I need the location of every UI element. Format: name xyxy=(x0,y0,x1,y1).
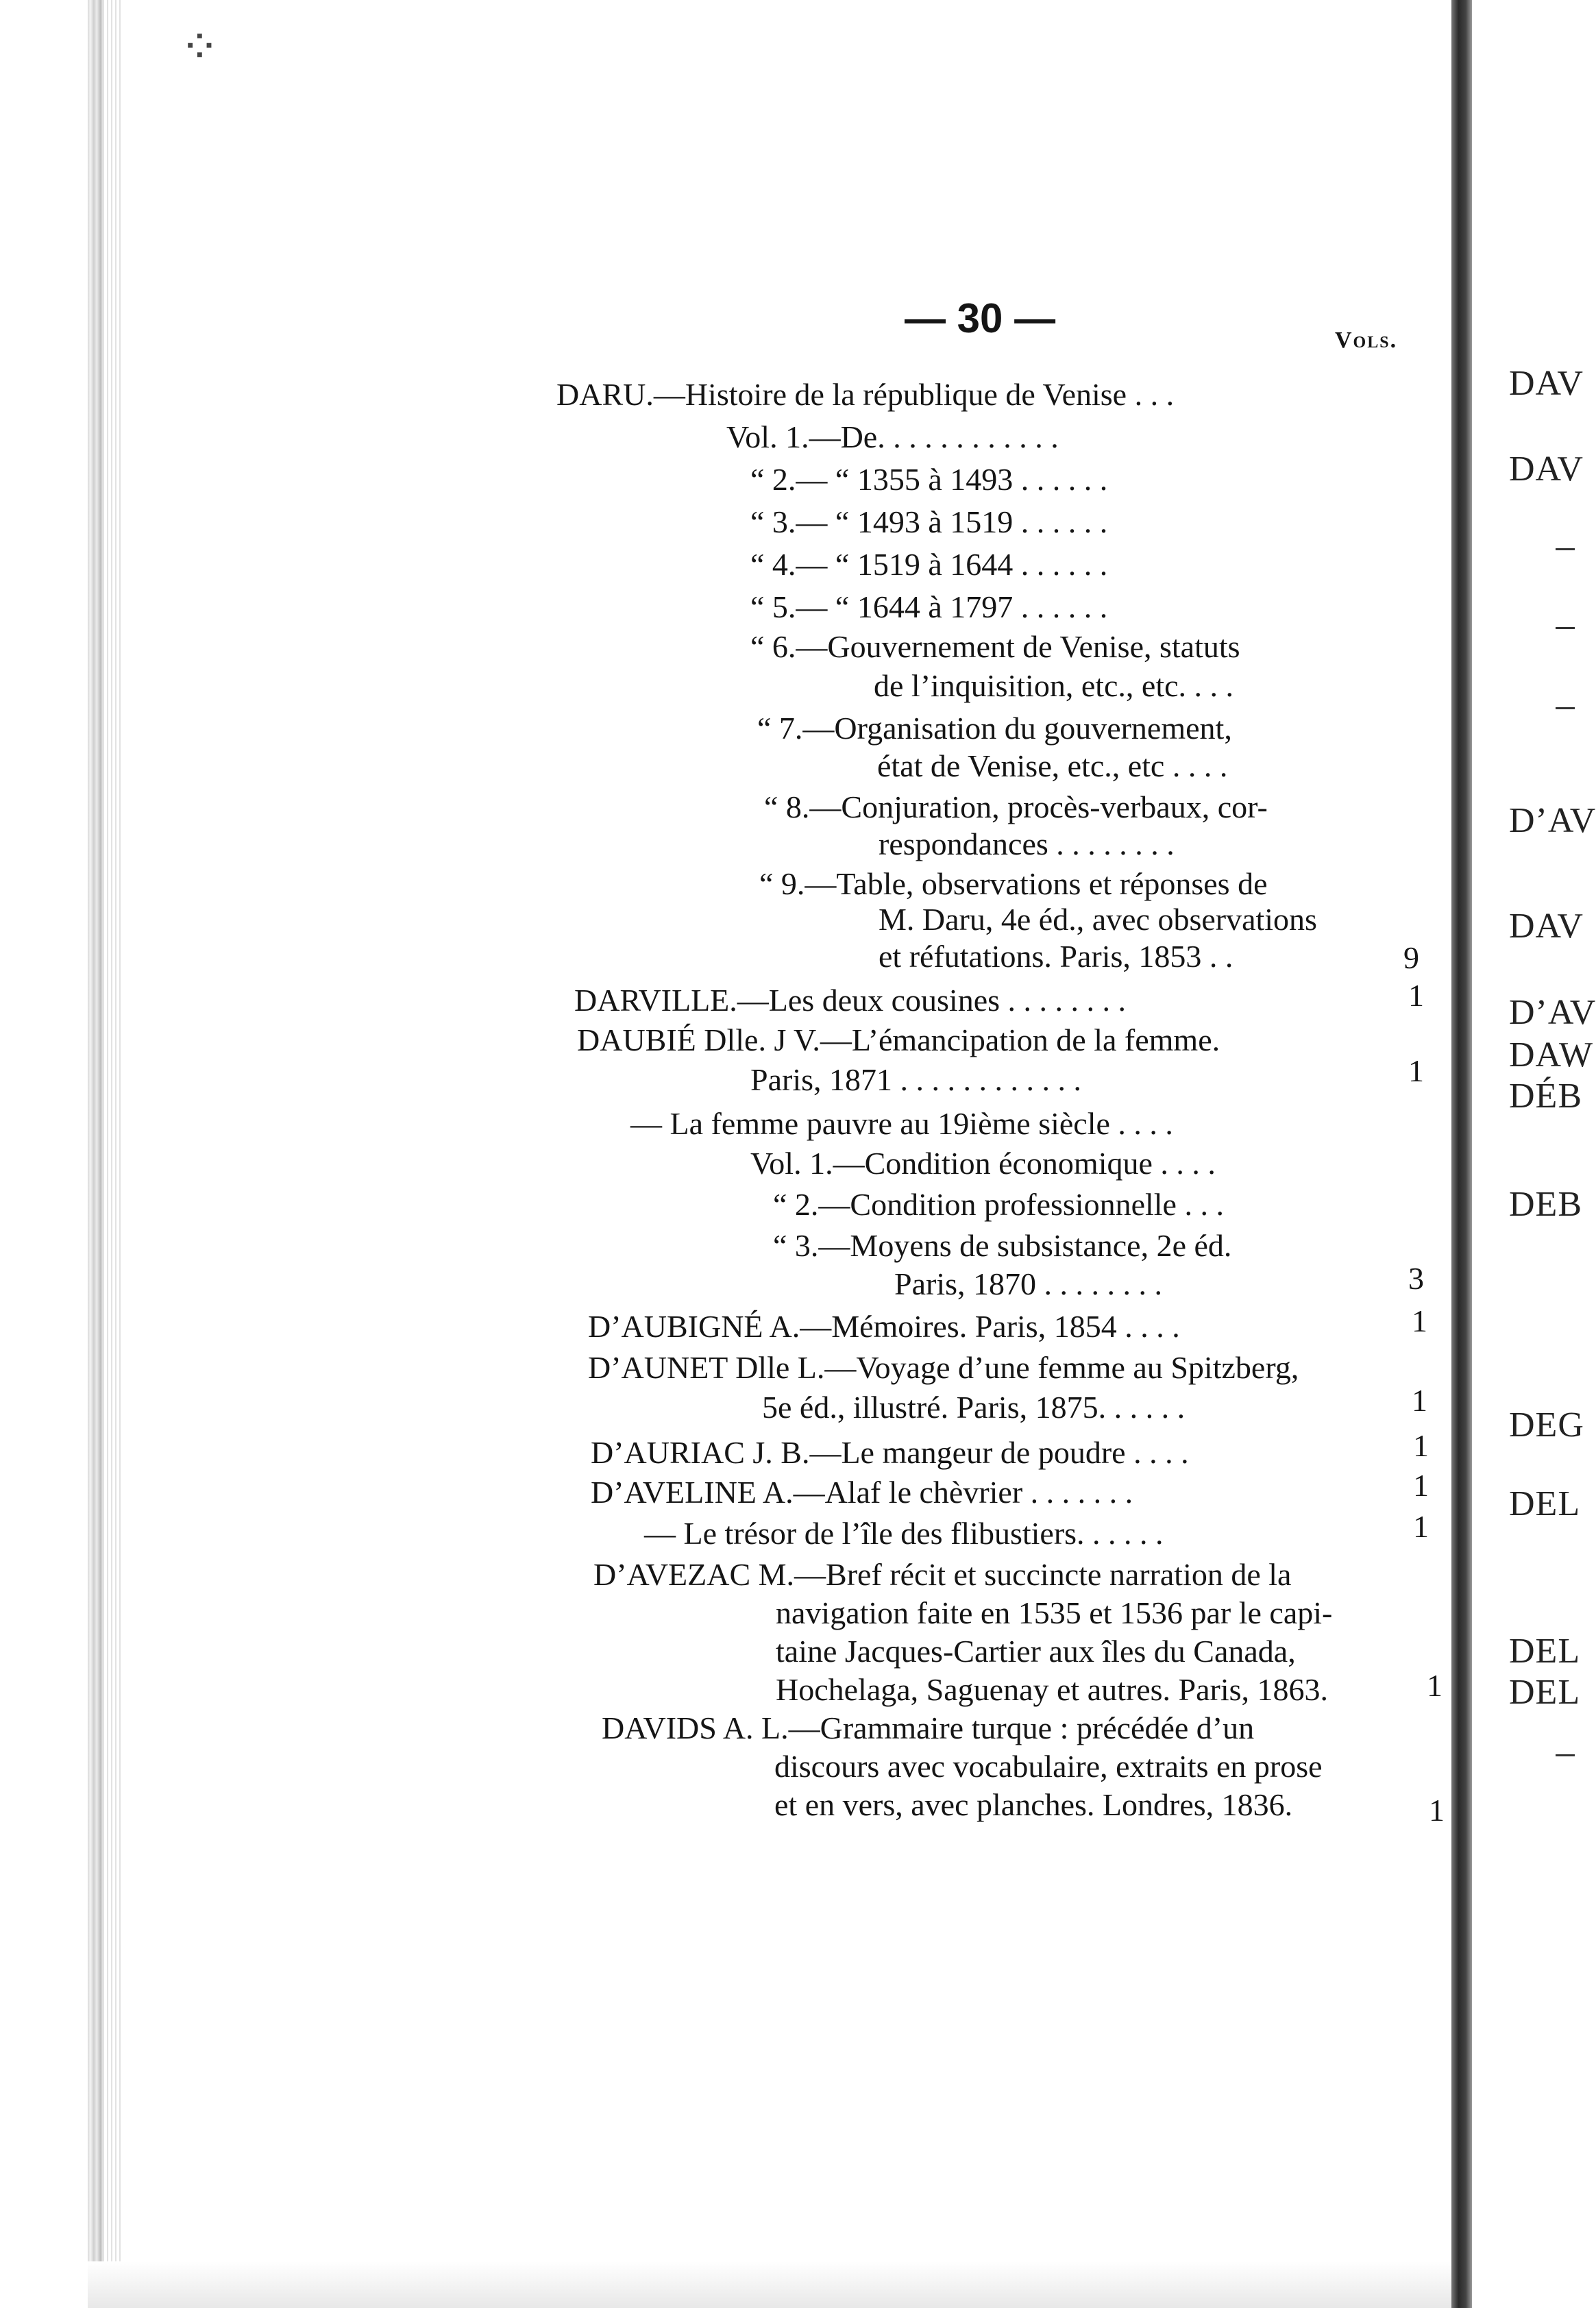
entry-continued: et en vers, avec planches. Londres, 1836. xyxy=(774,1787,1293,1822)
volume-count: 1 xyxy=(1413,1468,1429,1503)
volume-count: 1 xyxy=(1408,978,1424,1013)
volume-line: Vol. 1.—Condition économique . . . . xyxy=(750,1146,1216,1181)
volume-line-continued: de l’inquisition, etc., etc. . . . xyxy=(874,668,1234,703)
adjacent-page-dash xyxy=(1556,1754,1575,1756)
volume-line: “ 9.—Table, observations et réponses de xyxy=(759,866,1268,901)
adjacent-page-item: DÉB xyxy=(1509,1077,1582,1116)
entry-continued: discours avec vocabulaire, extraits en prose xyxy=(774,1749,1323,1784)
catalog-entry: DARU.—Histoire de la république de Venise . . . xyxy=(556,377,1175,412)
volume-line: “ 3.— “ 1493 à 1519 . . . . . . xyxy=(750,504,1108,539)
entry-continued: 5e éd., illustré. Paris, 1875. . . . . . xyxy=(762,1390,1186,1425)
volume-line-continued: M. Daru, 4e éd., avec observations xyxy=(879,902,1317,937)
adjacent-page-item: DAW xyxy=(1509,1035,1594,1075)
ink-smudge-mark: ⁘ xyxy=(180,21,216,74)
adjacent-page-item: DAV xyxy=(1509,907,1584,946)
catalog-entry: D’AVEZAC M.—Bref récit et succincte narration de la xyxy=(593,1557,1292,1592)
volume-count: 1 xyxy=(1429,1793,1445,1828)
catalog-entry: — La femme pauvre au 19ième siècle . . . . xyxy=(630,1106,1173,1141)
volume-line: “ 2.—Condition professionnelle . . . xyxy=(773,1187,1224,1222)
entry-continued: navigation faite en 1535 et 1536 par le capi- xyxy=(776,1595,1333,1630)
adjacent-page-dash xyxy=(1556,627,1575,629)
volume-count: 1 xyxy=(1412,1303,1427,1338)
volume-line: “ 8.—Conjuration, procès-verbaux, cor- xyxy=(764,789,1268,824)
adjacent-page-item: DAV xyxy=(1509,450,1584,489)
catalog-entry: D’AUNET Dlle L.—Voyage d’une femme au Spitzberg, xyxy=(588,1350,1299,1385)
volume-line-continued: Paris, 1870 . . . . . . . . xyxy=(894,1266,1162,1301)
volume-count: 1 xyxy=(1413,1428,1429,1463)
catalog-entry: DAVIDS A. L.—Grammaire turque : précédée d’un xyxy=(602,1710,1255,1745)
volume-count: 3 xyxy=(1408,1261,1424,1296)
volume-count: 1 xyxy=(1413,1509,1429,1544)
book-gutter xyxy=(1451,0,1472,2308)
volume-line: “ 5.— “ 1644 à 1797 . . . . . . xyxy=(750,589,1108,624)
entry-continued: taine Jacques-Cartier aux îles du Canada, xyxy=(776,1634,1296,1669)
entry-continued: Paris, 1871 . . . . . . . . . . . . xyxy=(750,1062,1081,1097)
volume-line: “ 6.—Gouvernement de Venise, statuts xyxy=(750,629,1240,664)
volume-line-continued: état de Venise, etc., etc . . . . xyxy=(877,748,1228,783)
volume-line-continued: et réfutations. Paris, 1853 . . xyxy=(879,939,1233,974)
catalog-entry: D’AUBIGNÉ A.—Mémoires. Paris, 1854 . . . . xyxy=(588,1309,1180,1344)
catalog-entry: DAUBIÉ Dlle. J V.—L’émancipation de la femme. xyxy=(577,1022,1220,1057)
catalog-entry: DARVILLE.—Les deux cousines . . . . . . . . xyxy=(574,983,1127,1018)
adjacent-page-dash xyxy=(1556,707,1575,709)
volume-line: Vol. 1.—De. . . . . . . . . . . . xyxy=(726,419,1059,454)
volume-count: 9 xyxy=(1403,940,1419,975)
adjacent-page-item: D’AV xyxy=(1509,993,1596,1032)
adjacent-page-fragment xyxy=(1472,0,1596,2308)
adjacent-page-item: DEG xyxy=(1509,1405,1584,1445)
page-edge-lines xyxy=(103,0,123,2308)
adjacent-page-item: DEL xyxy=(1509,1673,1581,1712)
volume-line: “ 7.—Organisation du gouvernement, xyxy=(757,711,1232,746)
volume-line-continued: respondances . . . . . . . . xyxy=(879,826,1175,861)
volumes-column-header: Vols. xyxy=(1335,328,1398,353)
adjacent-page-item: DEL xyxy=(1509,1484,1581,1523)
volume-line: “ 2.— “ 1355 à 1493 . . . . . . xyxy=(750,462,1108,497)
volume-count: 1 xyxy=(1408,1053,1424,1088)
book-binding-shadow xyxy=(88,0,103,2308)
catalog-entry: D’AVELINE A.—Alaf le chèvrier . . . . . . . xyxy=(591,1475,1133,1510)
adjacent-page-item: DEB xyxy=(1509,1185,1582,1224)
volume-line: “ 4.— “ 1519 à 1644 . . . . . . xyxy=(750,547,1108,582)
adjacent-page-dash xyxy=(1556,548,1575,550)
page-bottom-shade xyxy=(88,2261,1451,2308)
volume-count: 1 xyxy=(1412,1383,1427,1418)
entry-continued: Hochelaga, Saguenay et autres. Paris, 1863. xyxy=(776,1672,1329,1707)
adjacent-page-item: D’AV xyxy=(1509,801,1596,840)
volume-line: “ 3.—Moyens de subsistance, 2e éd. xyxy=(773,1228,1232,1263)
volume-count: 1 xyxy=(1427,1668,1442,1703)
adjacent-page-item: DEL xyxy=(1509,1632,1581,1671)
catalog-entry: D’AURIAC J. B.—Le mangeur de poudre . . . . xyxy=(591,1435,1189,1470)
page-number: — 30 — xyxy=(905,295,1056,341)
catalog-entry: — Le trésor de l’île des flibustiers. . . . . . xyxy=(644,1516,1164,1551)
adjacent-page-item: DAV xyxy=(1509,364,1584,403)
